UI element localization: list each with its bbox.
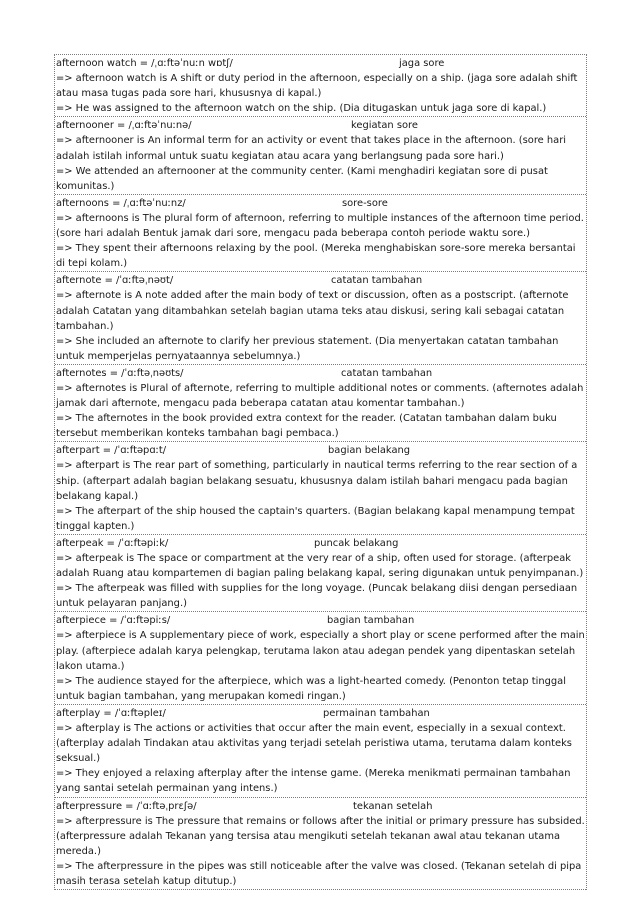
translation: jaga sore [399, 58, 445, 69]
entry-header [56, 443, 585, 458]
translation: kegiatan sore [351, 120, 418, 132]
glossary-entry [55, 612, 586, 705]
entry-header [56, 56, 585, 71]
definition: => afternote is A note added after the main body of text or discussion, often as a postscript. (afternote adalah Catatan yang ditambahkan setelah bagian utama teks atau diskusi, sering kali sebagai catatan tambahan.) [56, 290, 569, 332]
entry-header [56, 799, 585, 814]
example-sentence: => They enjoyed a relaxing afterplay after the intense game. (Mereka menikmati permainan tambahan yang santai setelah permainan yang intens.) [56, 768, 571, 795]
entry-header [56, 706, 585, 721]
example-sentence: => She included an afternote to clarify her previous statement. (Dia menyertakan catatan tambahan untuk memperjelas pernyataannya sebelumnya.) [56, 335, 559, 362]
headword: afternote = /ˈɑːftəˌnəʊt/ [56, 275, 174, 287]
translation: bagian tambahan [327, 615, 415, 627]
headword: afternoon watch = /ˌɑːftəˈnuːn wɒtʃ/ [56, 58, 233, 69]
glossary-entry [55, 117, 586, 194]
example-sentence: => The audience stayed for the afterpiece, which was a light-hearted comedy. (Penonton tetap tinggal untuk bagian tambahan, yang merupakan komedi ringan.) [56, 675, 566, 702]
headword: afterplay = /ˈɑːftəpleɪ/ [56, 707, 166, 719]
glossary-entry [55, 55, 586, 117]
translation: permainan tambahan [323, 707, 430, 719]
example-sentence: => The afternotes in the book provided extra context for the reader. (Catatan tambahan dalam buku tersebut memberikan konteks tambahan bagi pembaca.) [56, 413, 557, 440]
headword: afterpressure = /ˈɑːftəˌprɛʃə/ [56, 800, 197, 812]
glossary-entry [55, 535, 586, 612]
glossary-entry [55, 798, 586, 891]
entry-header [56, 273, 585, 288]
entry-header [56, 196, 585, 211]
entry-header [56, 366, 585, 381]
definition: => afternoons is The plural form of afternoon, referring to multiple instances of the afternoon time period. (sore hari adalah Bentuk jamak dari sore, mengacu pada beberapa contoh periode waktu sore.) [56, 212, 584, 240]
headword: afternooner = /ˌɑːftəˈnuːnə/ [56, 120, 192, 132]
glossary-page [54, 54, 587, 890]
definition: => afterplay is The actions or activities that occur after the main event, especially in a sexual context. (afterplay adalah Tindakan atau aktivitas yang terjadi setelah peristiwa utama, terutama dalam konteks seksual.) [56, 723, 572, 765]
headword: afterpart = /ˈɑːftəpɑːt/ [56, 445, 167, 457]
translation: tekanan setelah [353, 800, 433, 812]
definition: => afterpressure is The pressure that remains or follows after the initial or primary pressure has subsided. (afterpressure adalah Tekanan yang tersisa atau mengikuti setelah tekanan awal atau tekanan utama mereda.) [56, 815, 585, 857]
example-sentence: => The afterpeak was filled with supplies for the long voyage. (Puncak belakang diisi dengan persediaan untuk pelayaran panjang.) [56, 583, 578, 610]
headword: afternotes = /ˈɑːftəˌnəʊts/ [56, 367, 184, 379]
definition: => afterpeak is The space or compartment at the very rear of a ship, often used for storage. (afterpeak adalah Ruang atau kompartemen di bagian paling belakang kapal, sering digunakan untuk penyimpanan.) [56, 553, 584, 580]
translation: bagian belakang [328, 445, 411, 457]
example-sentence: => He was assigned to the afternoon watch on the ship. (Dia ditugaskan untuk jaga sore di kapal.) [56, 103, 547, 115]
example-sentence: => The afterpressure in the pipes was still noticeable after the valve was closed. (Tekanan setelah di pipa masih terasa setelah katup ditutup.) [56, 860, 582, 887]
definition: => afternoon watch is A shift or duty period in the afternoon, especially on a ship. (jaga sore adalah shift atau masa tugas pada sore hari, khususnya di kapal.) [56, 73, 578, 100]
definition: => afternooner is An informal term for an activity or event that takes place in the afternoon. (sore hari adalah istilah informal untuk suatu kegiatan atau acara yang berlangsung pada sore hari.) [56, 135, 567, 162]
definition: => afterpiece is A supplementary piece of work, especially a short play or scene performed after the main play. (afterpiece adalah karya pelengkap, terutama lakon atau adegan pendek yang dipentaskan setelah lakon utama.) [56, 630, 585, 672]
example-sentence: => The afterpart of the ship housed the captain's quarters. (Bagian belakang kapal menampung tempat tinggal kapten.) [56, 505, 575, 532]
definition: => afterpart is The rear part of something, particularly in nautical terms referring to the rear section of a ship. (afterpart adalah bagian belakang sesuatu, khususnya dalam istilah bahari mengacu pada bagian belakang kapal.) [56, 460, 578, 502]
headword: afternoons = /ˌɑːftəˈnuːnz/ [56, 197, 186, 209]
translation: catatan tambahan [331, 275, 423, 287]
example-sentence: => We attended an afternooner at the community center. (Kami menghadiri kegiatan sore di pusat komunitas.) [56, 165, 548, 192]
headword: afterpiece = /ˈɑːftəpiːs/ [56, 615, 171, 627]
entry-header [56, 118, 585, 133]
glossary-entry [55, 442, 586, 535]
example-sentence: => They spent their afternoons relaxing by the pool. (Mereka menghabiskan sore-sore mereka bersantai di tepi kolam.) [56, 243, 576, 270]
translation: puncak belakang [314, 537, 399, 549]
definition: => afternotes is Plural of afternote, referring to multiple additional notes or comments. (afternotes adalah jamak dari afternote, mengacu pada beberapa catatan atau komentar tambahan.) [56, 382, 584, 410]
entry-header [56, 536, 585, 551]
glossary-entry [55, 365, 586, 442]
glossary-entry [55, 272, 586, 365]
entry-header [56, 613, 585, 628]
translation: sore-sore [342, 197, 388, 209]
translation: catatan tambahan [341, 367, 433, 379]
headword: afterpeak = /ˈɑːftəpiːk/ [56, 537, 169, 549]
glossary-entry [55, 705, 586, 798]
glossary-entry [55, 195, 586, 272]
